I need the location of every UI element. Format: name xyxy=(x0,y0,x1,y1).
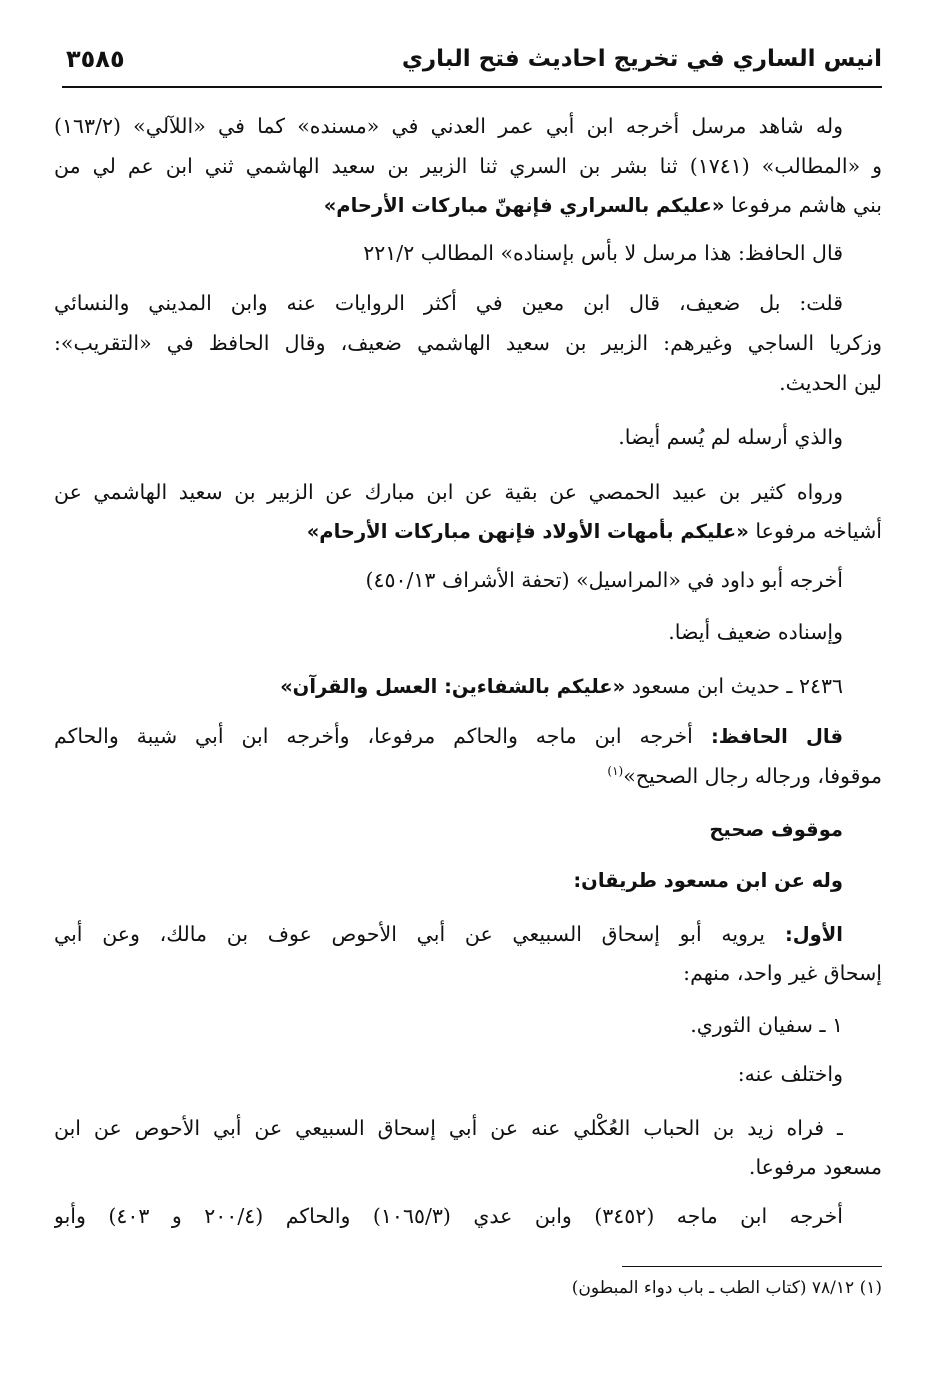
running-header-title: انيس الساري في تخريج احاديث فتح الباري xyxy=(401,46,882,72)
label-hafiz: قال الحافظ: xyxy=(692,725,843,748)
paragraph-line xyxy=(54,716,843,756)
paragraph-line: والذي أرسله لم يُسم أيضا. xyxy=(618,425,843,449)
paragraph-line: أخرجه أبو داود في «المراسيل» (تحفة الأشراف ٤٥٠/١٣) xyxy=(365,568,843,592)
text-segment: أشياخه مرفوعا xyxy=(748,519,882,543)
hadith-quote: «عليكم بالشفاءين: العسل والقرآن» xyxy=(280,675,626,698)
header-rule xyxy=(62,86,882,88)
page-number: ٣٥٨٥ xyxy=(66,45,125,73)
text-segment: يرويه أبو إسحاق السبيعي عن أبي الأحوص عوف بن مالك، وعن أبي xyxy=(54,922,765,946)
list-item: ١ ـ سفيان الثوري. xyxy=(690,1013,843,1037)
footnote-ref: (١) xyxy=(607,764,624,779)
text-segment: موقوفا، ورجاله رجال الصحيح» xyxy=(623,764,882,788)
paragraph-line: وزكريا الساجي وغيرهم: الزبير بن سعيد الهاشمي ضعيف، وقال الحافظ في «التقريب»: xyxy=(54,331,882,355)
paragraph-line: ورواه كثير بن عبيد الحمصي عن بقية عن ابن مبارك عن الزبير بن سعيد الهاشمي عن xyxy=(54,480,843,504)
text-segment: أخرجه ابن ماجه والحاكم مرفوعا، وأخرجه ابن أبي شيبة والحاكم xyxy=(54,724,693,748)
paragraph-line xyxy=(54,511,882,551)
paragraph-line xyxy=(54,185,882,225)
paragraph-line: أخرجه ابن ماجه (٣٤٥٢) وابن عدي (١٠٦٥/٣) والحاكم (٢٠٠/٤ و ٤٠٣) وأبو xyxy=(54,1204,843,1228)
hadith-number: ٢٤٣٦ ـ حديث ابن مسعود xyxy=(625,674,843,698)
footnote: (١) ٧٨/١٢ (كتاب الطب ـ باب دواء المبطون) xyxy=(571,1278,882,1298)
paragraph-line: ـ فراه زيد بن الحباب العُكْلي عنه عن أبي إسحاق السبيعي عن أبي الأحوص عن ابن xyxy=(54,1116,843,1140)
paragraph-line: مسعود مرفوعا. xyxy=(748,1155,882,1179)
paragraph-line: إسحاق غير واحد، منهم: xyxy=(683,961,882,985)
paragraph-line xyxy=(54,756,882,796)
verdict-heading: موقوف صحيح xyxy=(709,818,843,841)
hadith-quote: «عليكم بالسراري فإنهنّ مباركات الأرحام» xyxy=(323,194,725,217)
paragraph-line: وله شاهد مرسل أخرجه ابن أبي عمر العدني في «مسنده» كما في «اللآلي» (١٦٣/٢) xyxy=(54,114,843,138)
paragraph-line: قلت: بل ضعيف، قال ابن معين في أكثر الروايات عنه وابن المديني والنسائي xyxy=(54,291,843,315)
paragraph-line: وإسناده ضعيف أيضا. xyxy=(668,620,843,644)
paragraph-line: لين الحديث. xyxy=(779,371,882,395)
hadith-quote: «عليكم بأمهات الأولاد فإنهن مباركات الأرحام» xyxy=(306,520,749,543)
footnote-rule xyxy=(622,1266,882,1267)
paragraph-line: و «المطالب» (١٧٤١) ثنا بشر بن السري ثنا الزبير بن سعيد الهاشمي ثني ابن عم لي من xyxy=(54,154,882,178)
label-first: الأول: xyxy=(764,923,843,946)
section-heading: وله عن ابن مسعود طريقان: xyxy=(573,869,843,892)
hadith-heading xyxy=(54,666,843,706)
paragraph-line xyxy=(54,914,843,954)
paragraph-line: قال الحافظ: هذا مرسل لا بأس بإسناده» المطالب ٢٢١/٢ xyxy=(363,241,843,265)
text-segment: بني هاشم مرفوعا xyxy=(724,193,882,217)
paragraph-line: واختلف عنه: xyxy=(737,1062,843,1086)
